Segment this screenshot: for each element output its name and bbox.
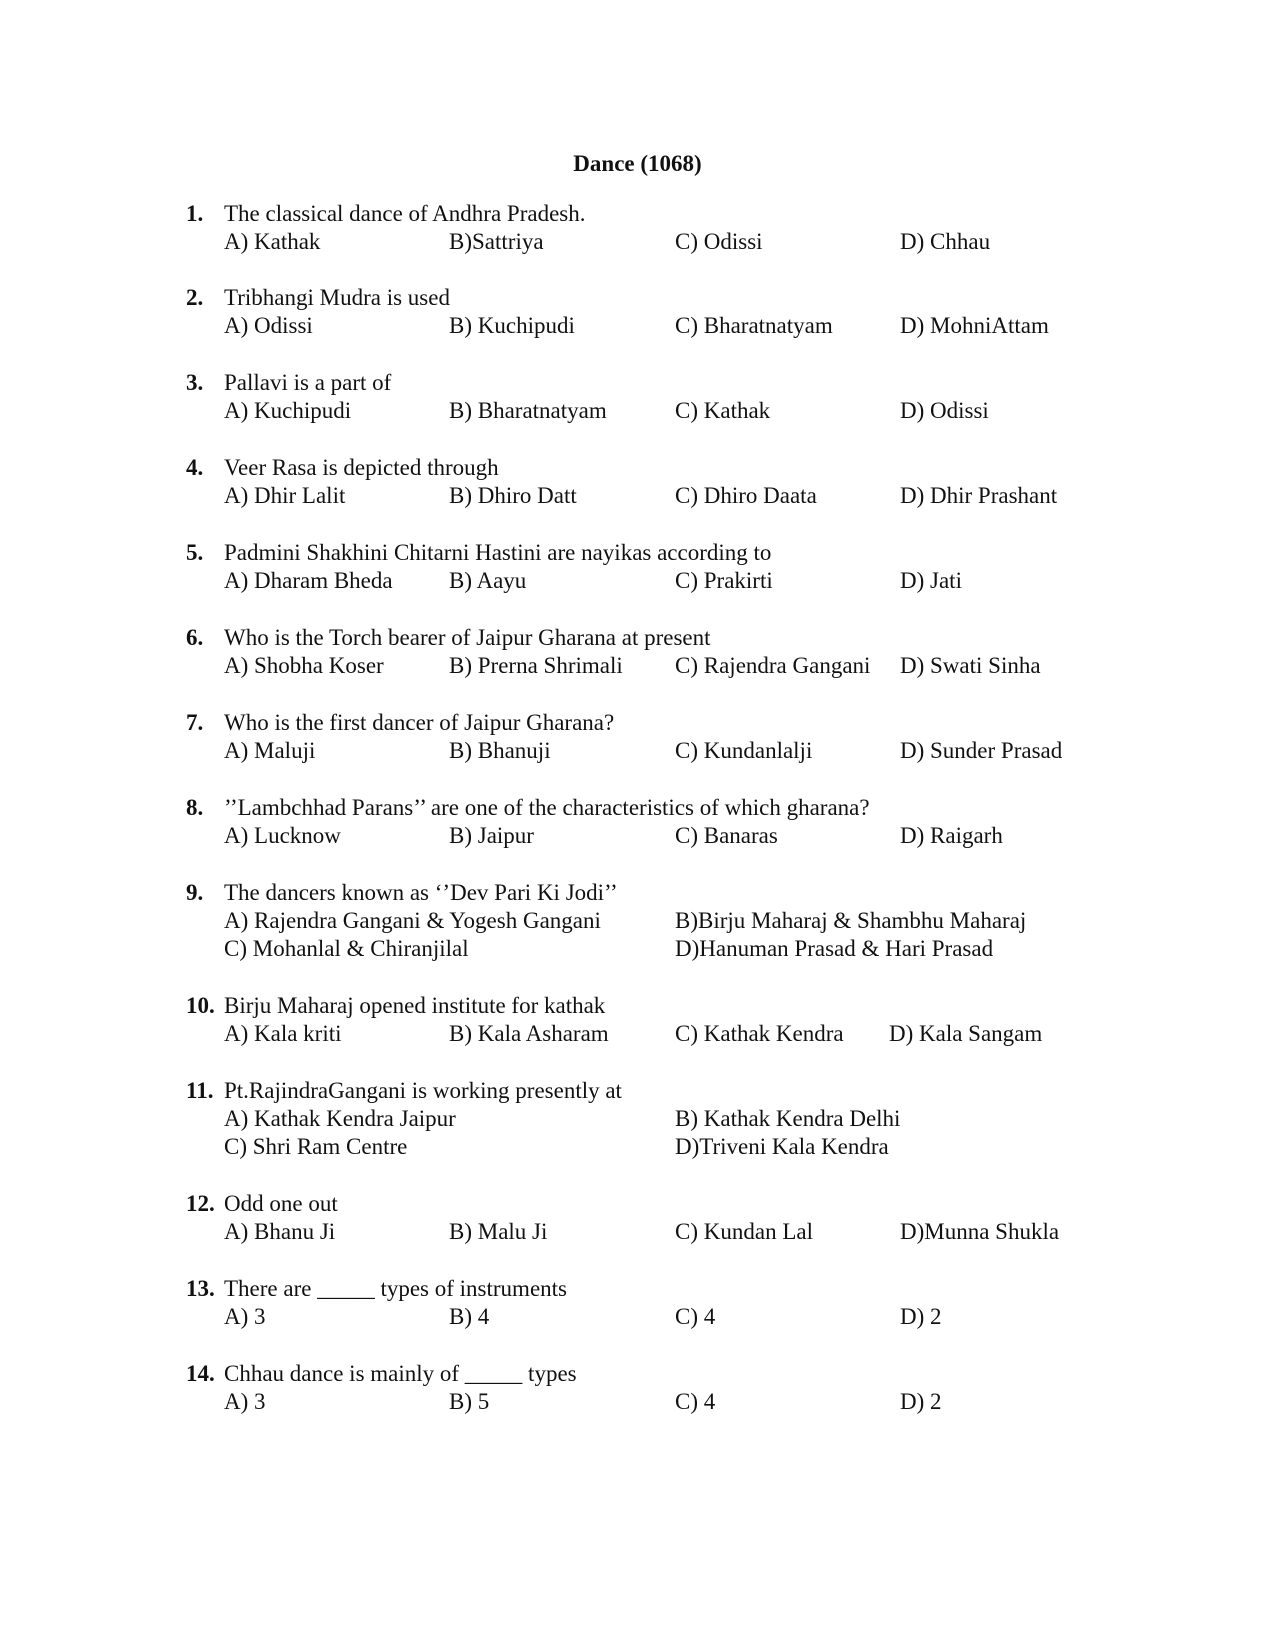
option-c: C) Mohanlal & Chiranjilal (224, 936, 469, 961)
question-13 (186, 1275, 1086, 1331)
option-a: A) Shobha Koser (224, 653, 384, 678)
option-d: D)Triveni Kala Kendra (675, 1134, 889, 1159)
option-d: D) Swati Sinha (900, 653, 1041, 678)
option-d: D)Hanuman Prasad & Hari Prasad (675, 936, 994, 961)
option-c: C) Bharatnatyam (675, 313, 833, 338)
option-c: C) 4 (675, 1304, 716, 1329)
question-14 (186, 1360, 1086, 1416)
option-c: C) Dhiro Daata (675, 483, 817, 508)
option-a: A) 3 (224, 1304, 266, 1329)
option-b: B) Malu Ji (449, 1219, 548, 1244)
question-text: Chhau dance is mainly of _____ types (224, 1361, 577, 1386)
option-c: C) Kundanlalji (675, 738, 813, 763)
question-number: 3. (186, 370, 204, 395)
question-11 (186, 1077, 1086, 1161)
option-b: B) Bharatnatyam (449, 398, 607, 423)
option-c: C) Kundan Lal (675, 1219, 813, 1244)
option-a: A) Kuchipudi (224, 398, 352, 423)
question-number: 5. (186, 540, 204, 565)
question-text: The dancers known as ‘’Dev Pari Ki Jodi’’ (224, 880, 618, 905)
question-number: 8. (186, 795, 204, 820)
question-text: Veer Rasa is depicted through (224, 455, 499, 480)
option-b: B) 4 (449, 1304, 490, 1329)
option-a: A) Kala kriti (224, 1021, 342, 1046)
option-b: B) Bhanuji (449, 738, 551, 763)
question-text: Pt.RajindraGangani is working presently at (224, 1078, 622, 1103)
option-a: A) Odissi (224, 313, 313, 338)
option-a: A) Rajendra Gangani & Yogesh Gangani (224, 908, 601, 933)
option-a: A) Dhir Lalit (224, 483, 346, 508)
option-c: C) Kathak (675, 398, 771, 423)
question-5 (186, 539, 1086, 595)
question-4 (186, 454, 1086, 510)
option-d: D) Sunder Prasad (900, 738, 1063, 763)
question-number: 2. (186, 285, 204, 310)
question-6 (186, 624, 1086, 680)
question-text: ’’Lambchhad Parans’’ are one of the characteristics of which gharana? (224, 795, 870, 820)
question-number: 7. (186, 710, 204, 735)
option-d: D) Jati (900, 568, 962, 593)
option-d: D) 2 (900, 1389, 942, 1414)
question-10 (186, 992, 1086, 1048)
option-a: A) Kathak (224, 229, 321, 254)
option-b: B) Jaipur (449, 823, 534, 848)
option-d: D) Kala Sangam (889, 1021, 1043, 1046)
option-d: D) Dhir Prashant (900, 483, 1058, 508)
option-a: A) Dharam Bheda (224, 568, 393, 593)
question-2 (186, 284, 1086, 340)
option-b: B) Kathak Kendra Delhi (675, 1106, 901, 1131)
option-c: C) Prakirti (675, 568, 773, 593)
question-9 (186, 879, 1086, 963)
option-b: B) Prerna Shrimali (449, 653, 623, 678)
option-d: D) Odissi (900, 398, 989, 423)
question-number: 1. (186, 201, 204, 226)
option-c: C) Rajendra Gangani (675, 653, 871, 678)
question-text: The classical dance of Andhra Pradesh. (224, 201, 586, 226)
question-text: Who is the Torch bearer of Jaipur Gharana at present (224, 625, 711, 650)
question-number: 9. (186, 880, 204, 905)
question-number: 11. (186, 1078, 214, 1103)
option-b: B)Sattriya (449, 229, 544, 254)
option-a: A) 3 (224, 1389, 266, 1414)
option-d: D) 2 (900, 1304, 942, 1329)
question-text: Pallavi is a part of (224, 370, 392, 395)
question-text: Tribhangi Mudra is used (224, 285, 450, 310)
option-b: B) 5 (449, 1389, 490, 1414)
option-a: A) Maluji (224, 738, 316, 763)
question-text: Padmini Shakhini Chitarni Hastini are nayikas according to (224, 540, 772, 565)
option-d: D) Raigarh (900, 823, 1003, 848)
option-a: A) Bhanu Ji (224, 1219, 336, 1244)
option-b: B) Kala Asharam (449, 1021, 609, 1046)
question-1 (186, 200, 1086, 256)
question-number: 13. (186, 1276, 215, 1301)
question-number: 12. (186, 1191, 215, 1216)
option-c: C) Banaras (675, 823, 778, 848)
question-12 (186, 1190, 1086, 1246)
question-text: Birju Maharaj opened institute for kathak (224, 993, 606, 1018)
question-number: 6. (186, 625, 204, 650)
option-b: B)Birju Maharaj & Shambhu Maharaj (675, 908, 1027, 933)
option-a: A) Lucknow (224, 823, 341, 848)
question-8 (186, 794, 1086, 850)
option-b: B) Kuchipudi (449, 313, 575, 338)
page-title: Dance (1068) (573, 151, 702, 176)
option-d: D) Chhau (900, 229, 991, 254)
question-number: 10. (186, 993, 215, 1018)
question-number: 4. (186, 455, 204, 480)
option-b: B) Aayu (449, 568, 527, 593)
question-text: Odd one out (224, 1191, 338, 1216)
option-d: D)Munna Shukla (900, 1219, 1060, 1244)
option-c: C) 4 (675, 1389, 716, 1414)
option-a: A) Kathak Kendra Jaipur (224, 1106, 456, 1131)
option-d: D) MohniAttam (900, 313, 1049, 338)
question-text: There are _____ types of instruments (224, 1276, 567, 1301)
option-c: C) Odissi (675, 229, 763, 254)
option-c: C) Shri Ram Centre (224, 1134, 408, 1159)
question-7 (186, 709, 1086, 765)
question-3 (186, 369, 1086, 425)
option-c: C) Kathak Kendra (675, 1021, 844, 1046)
question-number: 14. (186, 1361, 215, 1386)
option-b: B) Dhiro Datt (449, 483, 577, 508)
question-text: Who is the first dancer of Jaipur Gharana? (224, 710, 615, 735)
